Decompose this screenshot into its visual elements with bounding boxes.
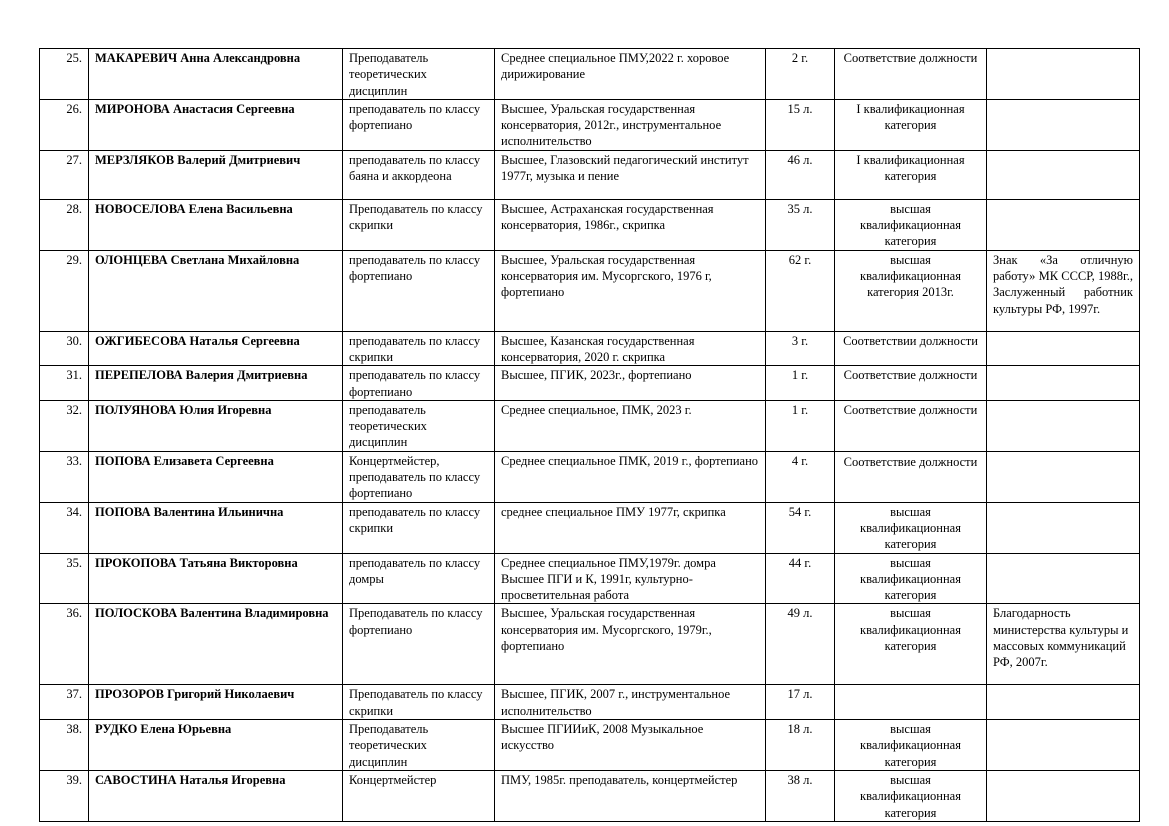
teacher-education: Среднее специальное ПМУ,1979г. домра Высшее ПГИ и К, 1991г, культурно-просветительная работа (495, 553, 766, 604)
teacher-name: ПОЛУЯНОВА Юлия Игоревна (89, 400, 343, 451)
teacher-position: Преподаватель по классу скрипки (343, 199, 495, 250)
row-number: 39. (40, 770, 89, 821)
teacher-experience: 18 л. (766, 720, 835, 771)
table-row (40, 366, 1140, 401)
teacher-name: ПОПОВА Валентина Ильинична (89, 502, 343, 553)
teacher-awards (987, 99, 1140, 150)
staff-table (39, 48, 1140, 822)
teacher-education: Высшее, Уральская государственная консерватория им. Мусоргского, 1976 г, фортепиано (495, 250, 766, 331)
teacher-education: Среднее специальное ПМУ,2022 г. хоровое дирижирование (495, 49, 766, 100)
teacher-education: Среднее специальное ПМК, 2019 г., фортепиано (495, 451, 766, 502)
teacher-category: I квалификационная категория (835, 99, 987, 150)
row-number: 36. (40, 604, 89, 685)
row-number: 26. (40, 99, 89, 150)
teacher-awards (987, 553, 1140, 604)
teacher-position: Преподаватель теоретических дисциплин (343, 49, 495, 100)
teacher-awards (987, 502, 1140, 553)
teacher-education: Высшее, Уральская государственная консерватория, 2012г., инструментальное исполнительство (495, 99, 766, 150)
teacher-category: высшая квалификационная категория (835, 553, 987, 604)
teacher-experience: 17 л. (766, 685, 835, 720)
table-row (40, 502, 1140, 553)
row-number: 25. (40, 49, 89, 100)
row-number: 38. (40, 720, 89, 771)
teacher-category: Соответствии должности (835, 331, 987, 366)
teacher-position: преподаватель по классу баяна и аккордеона (343, 150, 495, 199)
teacher-awards (987, 685, 1140, 720)
teacher-experience: 46 л. (766, 150, 835, 199)
teacher-category: Соответствие должности (835, 400, 987, 451)
table-row (40, 553, 1140, 604)
table-row (40, 720, 1140, 771)
teacher-experience: 38 л. (766, 770, 835, 821)
teacher-experience: 2 г. (766, 49, 835, 100)
teacher-position: преподаватель по классу домры (343, 553, 495, 604)
teacher-position: Преподаватель по классу фортепиано (343, 604, 495, 685)
teacher-experience: 4 г. (766, 451, 835, 502)
teacher-position: преподаватель по классу скрипки (343, 502, 495, 553)
teacher-awards (987, 400, 1140, 451)
teacher-name: РУДКО Елена Юрьевна (89, 720, 343, 771)
teacher-education: Высшее, ПГИК, 2023г., фортепиано (495, 366, 766, 401)
table-row (40, 199, 1140, 250)
row-number: 35. (40, 553, 89, 604)
table-row (40, 685, 1140, 720)
teacher-awards (987, 720, 1140, 771)
teacher-category: высшая квалификационная категория (835, 502, 987, 553)
teacher-position: преподаватель по классу фортепиано (343, 250, 495, 331)
row-number: 32. (40, 400, 89, 451)
teacher-position: преподаватель теоретических дисциплин (343, 400, 495, 451)
teacher-awards: Благодарность министерства культуры и массовых коммуникаций РФ, 2007г. (987, 604, 1140, 685)
teacher-awards (987, 150, 1140, 199)
teacher-awards (987, 770, 1140, 821)
teacher-education: Высшее, ПГИК, 2007 г., инструментальное исполнительство (495, 685, 766, 720)
table-row (40, 451, 1140, 502)
teacher-name: ПОПОВА Елизавета Сергеевна (89, 451, 343, 502)
teacher-position: преподаватель по классу скрипки (343, 331, 495, 366)
row-number: 34. (40, 502, 89, 553)
teacher-education: среднее специальное ПМУ 1977г, скрипка (495, 502, 766, 553)
teacher-category: Соответствие должности (835, 49, 987, 100)
table-row (40, 331, 1140, 366)
teacher-category: высшая квалификационная категория (835, 604, 987, 685)
teacher-category: Соответствие должности (835, 451, 987, 502)
teacher-name: ПРОЗОРОВ Григорий Николаевич (89, 685, 343, 720)
teacher-experience: 3 г. (766, 331, 835, 366)
teacher-category: Соответствие должности (835, 366, 987, 401)
teacher-education: Высшее, Казанская государственная консерватория, 2020 г. скрипка (495, 331, 766, 366)
table-row (40, 99, 1140, 150)
table-row (40, 250, 1140, 331)
teacher-experience: 54 г. (766, 502, 835, 553)
table-row (40, 49, 1140, 100)
teacher-name: ПОЛОСКОВА Валентина Владимировна (89, 604, 343, 685)
row-number: 37. (40, 685, 89, 720)
teacher-position: преподаватель по классу фортепиано (343, 366, 495, 401)
row-number: 31. (40, 366, 89, 401)
teacher-name: МИРОНОВА Анастасия Сергеевна (89, 99, 343, 150)
table-row (40, 400, 1140, 451)
teacher-education: Высшее ПГИИиК, 2008 Музыкальное искусство (495, 720, 766, 771)
teacher-position: Концертмейстер, преподаватель по классу фортепиано (343, 451, 495, 502)
teacher-awards (987, 49, 1140, 100)
teacher-awards (987, 366, 1140, 401)
table-row (40, 604, 1140, 685)
table-row (40, 150, 1140, 199)
teacher-education: Высшее, Уральская государственная консерватория им. Мусоргского, 1979г., фортепиано (495, 604, 766, 685)
teacher-name: МАКАРЕВИЧ Анна Александровна (89, 49, 343, 100)
teacher-name: НОВОСЕЛОВА Елена Васильевна (89, 199, 343, 250)
row-number: 28. (40, 199, 89, 250)
teacher-name: САВОСТИНА Наталья Игоревна (89, 770, 343, 821)
teacher-category (835, 685, 987, 720)
teacher-education: Высшее, Астраханская государственная консерватория, 1986г., скрипка (495, 199, 766, 250)
table-row (40, 770, 1140, 821)
teacher-experience: 35 л. (766, 199, 835, 250)
row-number: 29. (40, 250, 89, 331)
teacher-education: ПМУ, 1985г. преподаватель, концертмейстер (495, 770, 766, 821)
teacher-position: Преподаватель теоретических дисциплин (343, 720, 495, 771)
teacher-experience: 15 л. (766, 99, 835, 150)
teacher-experience: 44 г. (766, 553, 835, 604)
teacher-name: ПЕРЕПЕЛОВА Валерия Дмитриевна (89, 366, 343, 401)
teacher-name: ПРОКОПОВА Татьяна Викторовна (89, 553, 343, 604)
teacher-position: Концертмейстер (343, 770, 495, 821)
teacher-awards (987, 331, 1140, 366)
teacher-education: Высшее, Глазовский педагогический институт 1977г, музыка и пение (495, 150, 766, 199)
teacher-category: высшая квалификационная категория (835, 770, 987, 821)
teacher-category: высшая квалификационная категория (835, 199, 987, 250)
teacher-awards (987, 199, 1140, 250)
teacher-awards (987, 451, 1140, 502)
teacher-name: ОЛОНЦЕВА Светлана Михайловна (89, 250, 343, 331)
teacher-experience: 49 л. (766, 604, 835, 685)
teacher-position: преподаватель по классу фортепиано (343, 99, 495, 150)
row-number: 30. (40, 331, 89, 366)
teacher-category: I квалификационная категория (835, 150, 987, 199)
teacher-category: высшая квалификационная категория 2013г. (835, 250, 987, 331)
teacher-position: Преподаватель по классу скрипки (343, 685, 495, 720)
teacher-name: ОЖГИБЕСОВА Наталья Сергеевна (89, 331, 343, 366)
row-number: 27. (40, 150, 89, 199)
row-number: 33. (40, 451, 89, 502)
teacher-experience: 1 г. (766, 400, 835, 451)
teacher-experience: 1 г. (766, 366, 835, 401)
teacher-category: высшая квалификационная категория (835, 720, 987, 771)
teacher-education: Среднее специальное, ПМК, 2023 г. (495, 400, 766, 451)
teacher-experience: 62 г. (766, 250, 835, 331)
teacher-name: МЕРЗЛЯКОВ Валерий Дмитриевич (89, 150, 343, 199)
teacher-awards: Знак «За отличную работу» МК СССР, 1988г., Заслуженный работник культуры РФ, 1997г. (987, 250, 1140, 331)
